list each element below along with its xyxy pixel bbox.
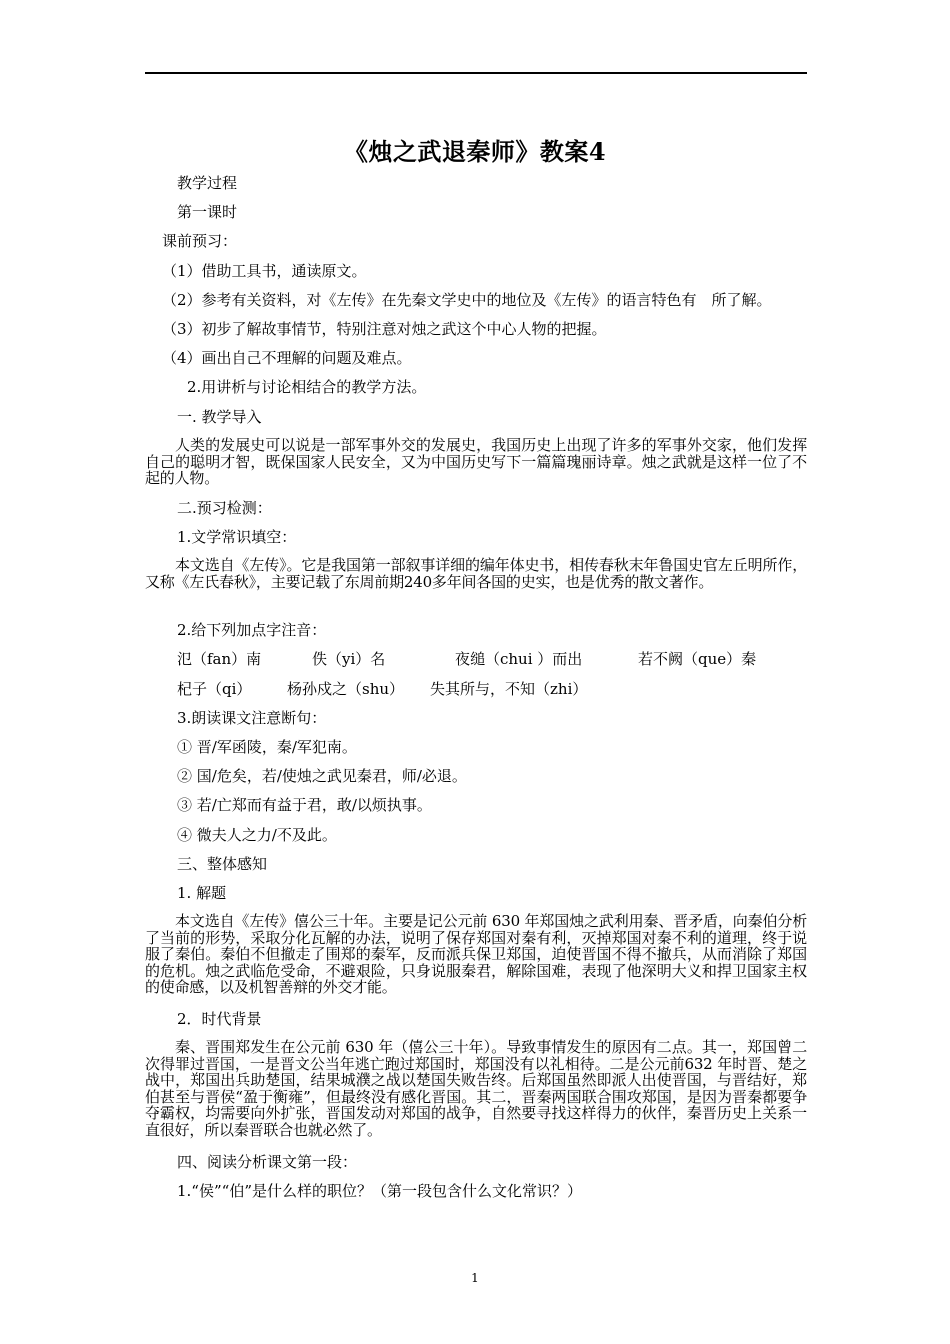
pinyin-item: 若不阙（que）秦: [638, 650, 757, 668]
intro-heading: 一. 教学导入: [177, 408, 262, 426]
literature-heading: 1.文学常识填空：: [177, 528, 297, 546]
reading-item-2: ② 国/危矣，若/使烛之武见秦君，师/必退。: [177, 767, 467, 785]
header-rule: [145, 72, 807, 74]
title-explanation-heading: 1. 解题: [177, 884, 227, 902]
check-heading: 二.预习检测：: [177, 499, 272, 517]
preview-heading: 课前预习：: [162, 232, 238, 250]
reading-item-4: ④ 微夫人之力/不及此。: [177, 826, 337, 844]
pinyin-heading: 2.给下列加点字注音：: [177, 621, 327, 639]
background-heading: 2．时代背景: [177, 1010, 262, 1028]
preview-item-1: （1）借助工具书，通读原文。: [162, 262, 367, 280]
overview-heading: 三、整体感知: [177, 855, 268, 873]
background-paragraph: 秦、晋围郑发生在公元前 630 年（僖公三十年）。导致事情发生的原因有二点。其一，郑国曾二次得罪过晋国，一是晋文公当年逃亡跑过郑国时，郑国没有以礼相待。二是公元前632 年时晋、楚之战中，郑国出兵助楚国，结果城濮之战以楚国失败告终。后郑国虽然即派人出使晋国，与晋结好，郑伯甚至与晋侯“盈于衡雍”，但最终没有感化晋国。其二，晋秦两国联合围攻郑国，是因为晋秦都要争夺霸权，均需要向外扩张，晋国发动对郑国的战争，自然要寻找这样得力的伙伴，秦晋历史上关系一直很好，所以秦晋联合也就必然了。: [145, 1038, 807, 1139]
intro-paragraph: 人类的发展史可以说是一部军事外交的发展史，我国历史上出现了许多的军事外交家，他们发挥自己的聪明才智，既保国家人民安全，又为中国历史写下一篇篇瑰丽诗章。烛之武就是这样一位了不起的人物。: [145, 436, 807, 487]
analysis-heading: 四、阅读分析课文第一段：: [177, 1153, 358, 1171]
pinyin-item: 杨孙戍之（shu）: [287, 680, 405, 698]
reading-item-3: ③ 若/亡郑而有益于君，敢/以烦执事。: [177, 796, 432, 814]
title-explanation-paragraph: 本文选自《左传》僖公三十年。主要是记公元前 630 年郑国烛之武利用秦、晋矛盾，向秦伯分析了当前的形势，采取分化瓦解的办法，说明了保存郑国对秦有利，灭掉郑国对秦不利的道理，终于说服了秦伯。秦伯不但撤走了围郑的秦军，反而派兵保卫郑国，迫使晋国不得不撤兵，从而消除了郑国的危机。烛之武临危受命，不避艰险，只身说服秦君，解除国难，表现了他深明大义和捍卫国家主权的使命感，以及机智善辩的外交才能。: [145, 912, 807, 996]
analysis-question-1: 1.“侯”“伯”是什么样的职位？（第一段包含什么文化常识？）: [177, 1182, 582, 1200]
preview-item-3: （3）初步了解故事情节，特别注意对烛之武这个中心人物的把握。: [162, 320, 607, 338]
section-heading: 教学过程: [177, 174, 238, 192]
method-line: 2.用讲析与讨论相结合的教学方法。: [187, 378, 427, 396]
pinyin-item: 失其所与，不知（zhi）: [430, 680, 588, 698]
lesson-heading: 第一课时: [177, 203, 238, 221]
pinyin-item: 佚（yi）名: [312, 650, 386, 668]
reading-item-1: ① 晋/军函陵，秦/军犯南。: [177, 738, 357, 756]
literature-paragraph: 本文选自《左传》。它是我国第一部叙事详细的编年体史书，相传春秋末年鲁国史官左丘明所作，又称《左氏春秋》，主要记载了东周前期240多年间各国的史实，也是优秀的散文著作。: [145, 556, 807, 591]
preview-item-4: （4）画出自己不理解的问题及难点。: [162, 349, 412, 367]
pinyin-item: 夜缒（chui ）而出: [455, 650, 583, 668]
page-number: 1: [471, 1271, 479, 1285]
pinyin-item: 杞子（qi）: [177, 680, 252, 698]
preview-item-2: （2）参考有关资料，对《左传》在先秦文学史中的地位及《左传》的语言特色有 所了解。: [162, 291, 772, 309]
document-title: 《烛之武退秦师》教案4: [343, 137, 607, 166]
pinyin-item: 氾（fan）南: [177, 650, 262, 668]
reading-heading: 3.朗读课文注意断句：: [177, 709, 327, 727]
